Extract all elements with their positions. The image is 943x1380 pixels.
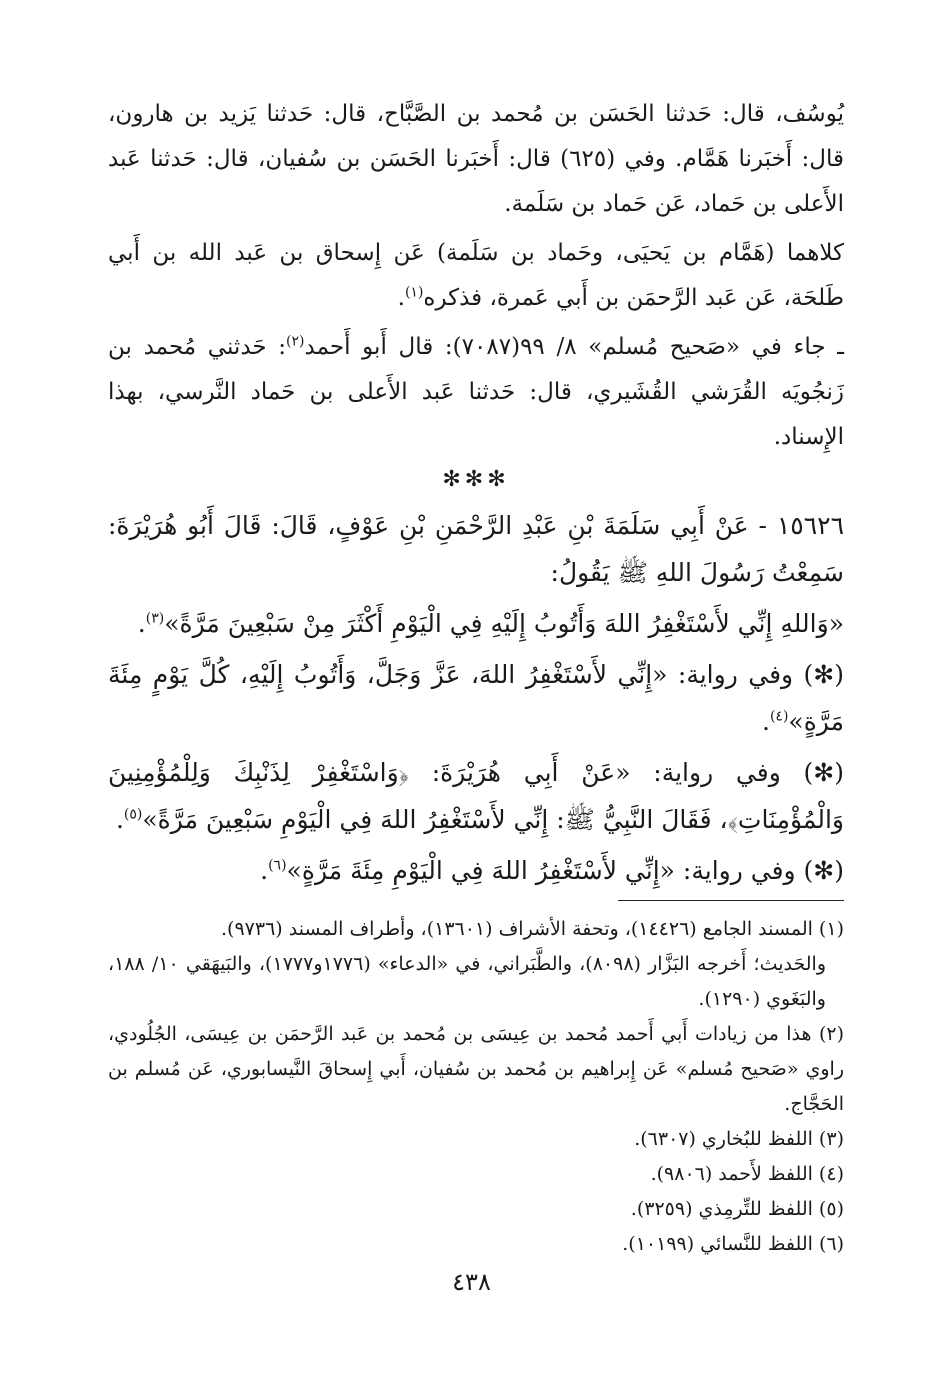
hadith-paragraph: (✻) وفي رواية: «إِنِّي لأَسْتَغْفِرُ اللهَ، عَزَّ وَجَلَّ، وَأَتُوبُ إِلَيْهِ، كُلَّ يَوْمٍ مِئَةَ مَرَّةٍ»$^{(٤)}$. — [108, 660, 844, 736]
footnote-ref: (٣) — [145, 610, 165, 627]
isnad-text: ـ جاء في «صَحيح مُسلم» ٨/ ٩٩(٧٠٨٧): قال أَبو أَحمد — [304, 334, 844, 360]
hadith-text: (✻) وفي رواية: «إِنِّي لأَسْتَغْفِرُ اللهَ فِي الْيَوْمِ مِئَةَ مَرَّةٍ» — [286, 856, 844, 885]
footnote: والحَديث؛ أَخرجه البَزَّار (٨٠٩٨)، والطَّبَراني، في «الدعاء» (١٧٧٦و١٧٧٧)، والبَيهَقي ١٠/ ١٨٨، والبَغَوي (١٢٩٠). — [108, 953, 827, 1010]
hadith-paragraph: «وَاللهِ إِنِّي لأَسْتَغْفِرُ اللهَ وَأَتُوبُ إِلَيْهِ فِي الْيَوْمِ أَكْثَرَ مِنْ سَبْعِينَ مَرَّةً»$^{(٣)}$. — [137, 609, 844, 638]
footnotes — [108, 912, 844, 1262]
footnote: (٥) اللفظ للتِّرمِذي (٣٢٥٩). — [630, 1198, 844, 1220]
footnote: (١) المسند الجامع (١٤٤٢٦)، وتحفة الأشراف (١٣٦٠١)، وأطراف المسند (٩٧٣٦). — [221, 918, 844, 940]
hadith-paragraph — [108, 502, 844, 596]
footnote-separator — [618, 900, 844, 901]
hadith-text: ١٥٦٢٦ - عَنْ أَبِي سَلَمَةَ بْنِ عَبْدِ الرَّحْمَنِ بْنِ عَوْفٍ، قَالَ: قَالَ أَبُو هُرَيْرَةَ: سَمِعْتُ رَسُولَ اللهِ ﷺ يَقُولُ: — [108, 511, 844, 587]
hadith-text: «وَاللهِ إِنِّي لأَسْتَغْفِرُ اللهَ وَأَتُوبُ إِلَيْهِ فِي الْيَوْمِ أَكْثَرَ مِنْ سَبْعِينَ مَرَّةً» — [164, 609, 844, 638]
footnote: (٤) اللفظ لأَحمد (٩٨٠٦). — [650, 1163, 844, 1185]
footnote: (٣) اللفظ للبُخاري (٦٣٠٧). — [634, 1128, 844, 1150]
footnote-ref: (١) — [404, 284, 424, 301]
footnote: (٢) هذا من زيادات أَبي أَحمد مُحمد بن عِيسَى بن مُحمد بن عَبد الرَّحمَن بن عِيسَى، الجُلُودي، راوي «صَحيح مُسلم» عَن إِبراهيم بن مُحمد بن سُفيان، أَبي إِسحاقَ النَّيسابوري، عَن مُسلم بن الحَجَّاج. — [108, 1023, 844, 1115]
isnad-paragraph: كلاهما (هَمَّام بن يَحيَى، وحَماد بن سَلَمة) عَن إِسحاق بن عَبد الله بن أَبي طَلحَة، عَن عَبد الرَّحمَن بن أَبي عَمرة، فذكره$^{(١)}$. — [108, 240, 844, 311]
isnad-text: : حَدثني مُحمد بن زَنجُويَه القُرَشي القُشَيري، قال: حَدثنا عَبد الأَعلى بن حَماد النَّرسي، بهذا الإِسناد. — [108, 334, 844, 450]
hadith-paragraph: (✻) وفي رواية: «إِنِّي لأَسْتَغْفِرُ اللهَ فِي الْيَوْمِ مِئَةَ مَرَّةٍ»$^{(٦)}$. — [260, 856, 844, 885]
footnote-ref: (٤) — [769, 708, 789, 725]
footnote: (٦) اللفظ للنَّسائي (١٠١٩٩). — [622, 1233, 844, 1255]
footnote-ref: (٢) — [286, 333, 305, 350]
footnote-ref: (٥) — [123, 806, 143, 823]
hadith-text: (✻) وفي رواية: «إِنِّي لأَسْتَغْفِرُ اللهَ، عَزَّ وَجَلَّ، وَأَتُوبُ إِلَيْهِ، كُلَّ يَوْمٍ مِئَةَ مَرَّةٍ» — [108, 660, 844, 736]
footnote-ref: (٦) — [268, 857, 287, 874]
main-text — [108, 92, 844, 894]
hadith-paragraph: (✻) وفي رواية: «عَنْ أَبِي هُرَيْرَةَ: ﴿وَاسْتَغْفِرْ لِذَنْبِكَ وَلِلْمُؤْمِنِينَ وَالْمُؤْمِنَاتِ﴾، فَقَالَ النَّبِيُّ ﷺ: إِنِّي لأَسْتَغْفِرُ اللهَ فِي الْيَوْمِ سَبْعِينَ مَرَّةً»$^{(٥)}$. — [108, 758, 844, 834]
isnad-paragraph — [108, 92, 844, 227]
page-number: ٤٣٨ — [452, 1268, 491, 1296]
isnad-text: كلاهما (هَمَّام بن يَحيَى، وحَماد بن سَلَمة) عَن إِسحاق بن عَبد الله بن أَبي طَلحَة، عَن عَبد الرَّحمَن بن أَبي عَمرة، فذكره — [108, 240, 844, 311]
hadith-text: (✻) وفي رواية: «عَنْ أَبِي هُرَيْرَةَ: ﴿وَاسْتَغْفِرْ لِذَنْبِكَ وَلِلْمُؤْمِنِينَ وَالْمُؤْمِنَاتِ﴾، فَقَالَ النَّبِيُّ ﷺ: إِنِّي لأَسْتَغْفِرُ اللهَ فِي الْيَوْمِ سَبْعِينَ مَرَّةً» — [108, 758, 844, 834]
isnad-paragraph — [108, 325, 844, 460]
section-divider: ✻✻✻ — [442, 467, 510, 492]
isnad-text: يُوسُف، قال: حَدثنا الحَسَن بن مُحمد بن الصَّبَّاح، قال: حَدثنا يَزيد بن هارون، قال: أَخبَرنا هَمَّام. وفي (٦٢٥) قال: أَخبَرنا الحَسَن بن سُفيان، قال: حَدثنا عَبد الأَعلى بن حَماد، عَن حَماد بن سَلَمة. — [108, 101, 844, 217]
